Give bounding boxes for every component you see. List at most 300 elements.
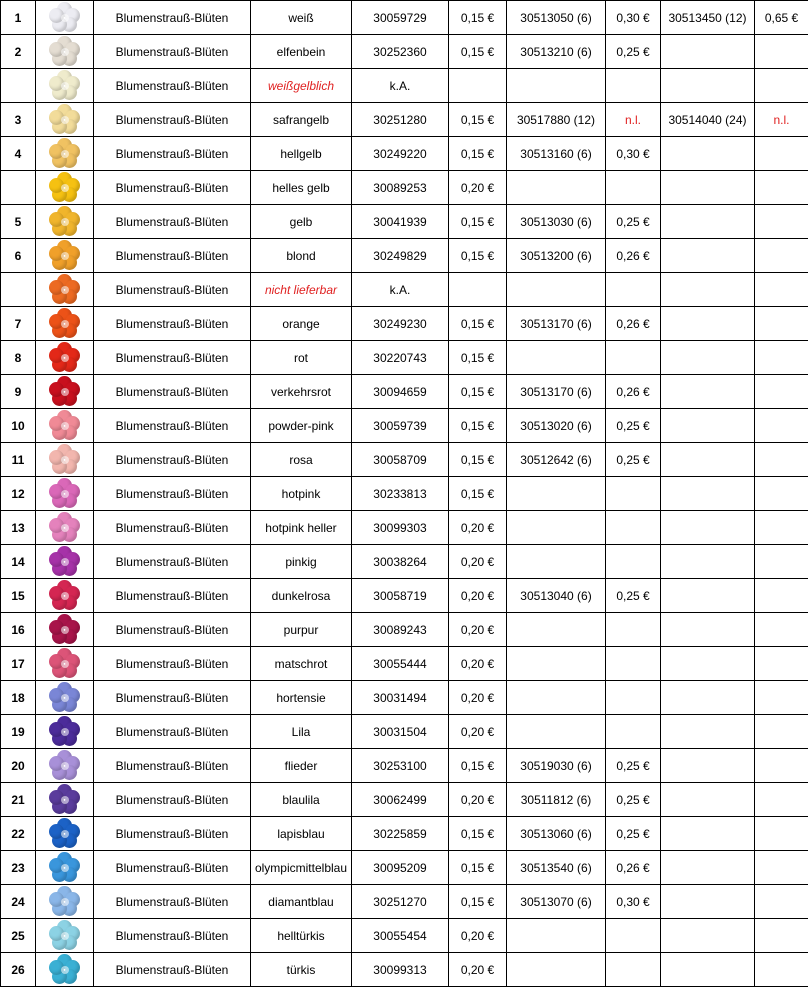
flower-icon [49, 274, 81, 306]
product-name: Blumenstrauß-Blüten [94, 137, 251, 171]
shade-name: helles gelb [251, 171, 352, 205]
product-name: Blumenstrauß-Blüten [94, 715, 251, 749]
large-pack-article-number [661, 511, 755, 545]
large-pack-article-number [661, 375, 755, 409]
shade-name: flieder [251, 749, 352, 783]
article-number: 30094659 [352, 375, 449, 409]
flower-icon [49, 36, 81, 68]
table-body [1, 1, 808, 987]
product-name: Blumenstrauß-Blüten [94, 851, 251, 885]
pack-price [606, 681, 661, 715]
flower-swatch [36, 409, 94, 443]
flower-icon [49, 478, 81, 510]
pack-price: 0,26 € [606, 375, 661, 409]
single-price: 0,20 € [449, 511, 507, 545]
single-price: 0,20 € [449, 579, 507, 613]
row-number [1, 273, 36, 307]
shade-name: weiß [251, 1, 352, 35]
large-pack-article-number [661, 239, 755, 273]
table-row [1, 1, 808, 35]
pack-price: 0,30 € [606, 885, 661, 919]
table-row [1, 681, 808, 715]
large-pack-price [755, 273, 808, 307]
flower-icon [49, 784, 81, 816]
flower-icon [49, 376, 81, 408]
pack-article-number: 30513160 (6) [507, 137, 606, 171]
pack-price: 0,26 € [606, 851, 661, 885]
flower-icon [49, 342, 81, 374]
article-number: 30038264 [352, 545, 449, 579]
large-pack-article-number: 30514040 (24) [661, 103, 755, 137]
large-pack-article-number [661, 817, 755, 851]
shade-name: türkis [251, 953, 352, 987]
shade-name: hortensie [251, 681, 352, 715]
flower-icon [49, 818, 81, 850]
large-pack-price [755, 171, 808, 205]
single-price: 0,15 € [449, 375, 507, 409]
table-row [1, 103, 808, 137]
table-row [1, 307, 808, 341]
single-price: 0,15 € [449, 137, 507, 171]
pack-article-number: 30511812 (6) [507, 783, 606, 817]
large-pack-price [755, 35, 808, 69]
flower-icon [49, 682, 81, 714]
single-price: 0,20 € [449, 647, 507, 681]
flower-icon [49, 444, 81, 476]
product-name: Blumenstrauß-Blüten [94, 341, 251, 375]
large-pack-price [755, 715, 808, 749]
flower-swatch [36, 579, 94, 613]
shade-name: blaulila [251, 783, 352, 817]
pack-article-number [507, 69, 606, 103]
pack-article-number: 30513070 (6) [507, 885, 606, 919]
row-number: 20 [1, 749, 36, 783]
shade-name: olympicmittelblau [251, 851, 352, 885]
large-pack-price [755, 647, 808, 681]
article-number: 30249829 [352, 239, 449, 273]
row-number: 25 [1, 919, 36, 953]
large-pack-price [755, 953, 808, 987]
pack-price: 0,25 € [606, 749, 661, 783]
article-number: 30252360 [352, 35, 449, 69]
table-row [1, 715, 808, 749]
row-number: 9 [1, 375, 36, 409]
pack-price: 0,25 € [606, 35, 661, 69]
table-row [1, 375, 808, 409]
pack-price: 0,25 € [606, 409, 661, 443]
table-row [1, 443, 808, 477]
row-number: 16 [1, 613, 36, 647]
article-number: 30220743 [352, 341, 449, 375]
shade-name: nicht lieferbar [251, 273, 352, 307]
large-pack-article-number [661, 783, 755, 817]
flower-swatch [36, 239, 94, 273]
large-pack-price [755, 783, 808, 817]
pack-article-number [507, 511, 606, 545]
shade-name: hotpink [251, 477, 352, 511]
table-row [1, 69, 808, 103]
table-row [1, 579, 808, 613]
pack-article-number [507, 919, 606, 953]
row-number: 2 [1, 35, 36, 69]
large-pack-price: n.l. [755, 103, 808, 137]
flower-swatch [36, 851, 94, 885]
article-number: 30058709 [352, 443, 449, 477]
table-row [1, 545, 808, 579]
pack-price: 0,26 € [606, 239, 661, 273]
large-pack-article-number [661, 647, 755, 681]
pack-price: 0,25 € [606, 443, 661, 477]
large-pack-price [755, 205, 808, 239]
row-number: 3 [1, 103, 36, 137]
product-name: Blumenstrauß-Blüten [94, 953, 251, 987]
flower-icon [49, 206, 81, 238]
row-number: 5 [1, 205, 36, 239]
pack-article-number [507, 953, 606, 987]
row-number: 23 [1, 851, 36, 885]
pack-price [606, 953, 661, 987]
pack-article-number: 30513020 (6) [507, 409, 606, 443]
flower-swatch [36, 749, 94, 783]
row-number: 8 [1, 341, 36, 375]
large-pack-article-number [661, 307, 755, 341]
pack-article-number: 30513170 (6) [507, 307, 606, 341]
large-pack-article-number [661, 681, 755, 715]
large-pack-article-number [661, 69, 755, 103]
product-name: Blumenstrauß-Blüten [94, 171, 251, 205]
article-number: 30058719 [352, 579, 449, 613]
pack-price: 0,25 € [606, 783, 661, 817]
single-price: 0,15 € [449, 851, 507, 885]
large-pack-price [755, 545, 808, 579]
large-pack-article-number [661, 919, 755, 953]
article-number: 30055454 [352, 919, 449, 953]
pack-price [606, 477, 661, 511]
product-name: Blumenstrauß-Blüten [94, 579, 251, 613]
flower-swatch [36, 477, 94, 511]
flower-swatch [36, 273, 94, 307]
article-number: 30251280 [352, 103, 449, 137]
product-name: Blumenstrauß-Blüten [94, 443, 251, 477]
row-number: 13 [1, 511, 36, 545]
shade-name: weißgelblich [251, 69, 352, 103]
large-pack-price [755, 239, 808, 273]
flower-icon [49, 512, 81, 544]
single-price: 0,20 € [449, 545, 507, 579]
single-price: 0,15 € [449, 307, 507, 341]
article-number: 30059729 [352, 1, 449, 35]
product-name: Blumenstrauß-Blüten [94, 205, 251, 239]
single-price [449, 69, 507, 103]
article-number: 30225859 [352, 817, 449, 851]
row-number [1, 69, 36, 103]
flower-swatch [36, 511, 94, 545]
flower-icon [49, 546, 81, 578]
pack-article-number: 30513040 (6) [507, 579, 606, 613]
table-row [1, 137, 808, 171]
single-price: 0,20 € [449, 171, 507, 205]
large-pack-article-number [661, 273, 755, 307]
shade-name: verkehrsrot [251, 375, 352, 409]
shade-name: Lila [251, 715, 352, 749]
flower-swatch [36, 647, 94, 681]
large-pack-price [755, 69, 808, 103]
table-row [1, 477, 808, 511]
table-row [1, 511, 808, 545]
flower-swatch [36, 817, 94, 851]
flower-icon [49, 410, 81, 442]
product-name: Blumenstrauß-Blüten [94, 375, 251, 409]
shade-name: hotpink heller [251, 511, 352, 545]
table-row [1, 171, 808, 205]
article-number: k.A. [352, 273, 449, 307]
flower-icon [49, 954, 81, 986]
shade-name: lapisblau [251, 817, 352, 851]
flower-swatch [36, 137, 94, 171]
table-row [1, 341, 808, 375]
pack-price [606, 647, 661, 681]
flower-swatch [36, 953, 94, 987]
product-name: Blumenstrauß-Blüten [94, 409, 251, 443]
table-row [1, 783, 808, 817]
row-number: 18 [1, 681, 36, 715]
product-name: Blumenstrauß-Blüten [94, 35, 251, 69]
article-number: 30233813 [352, 477, 449, 511]
pack-article-number: 30513170 (6) [507, 375, 606, 409]
flower-swatch [36, 443, 94, 477]
pack-article-number [507, 341, 606, 375]
shade-name: safrangelb [251, 103, 352, 137]
large-pack-article-number [661, 205, 755, 239]
pack-article-number: 30513060 (6) [507, 817, 606, 851]
pack-price [606, 511, 661, 545]
row-number: 6 [1, 239, 36, 273]
article-number: 30089253 [352, 171, 449, 205]
flower-icon [49, 750, 81, 782]
flower-swatch [36, 69, 94, 103]
large-pack-price [755, 749, 808, 783]
product-name: Blumenstrauß-Blüten [94, 613, 251, 647]
flower-swatch [36, 545, 94, 579]
article-number: 30099313 [352, 953, 449, 987]
pack-price [606, 341, 661, 375]
large-pack-article-number: 30513450 (12) [661, 1, 755, 35]
article-number: 30099303 [352, 511, 449, 545]
large-pack-article-number [661, 749, 755, 783]
pack-price [606, 545, 661, 579]
shade-name: pinkig [251, 545, 352, 579]
row-number: 14 [1, 545, 36, 579]
product-name: Blumenstrauß-Blüten [94, 919, 251, 953]
shade-name: elfenbein [251, 35, 352, 69]
flower-swatch [36, 375, 94, 409]
large-pack-price [755, 409, 808, 443]
shade-name: rot [251, 341, 352, 375]
pack-price [606, 613, 661, 647]
article-number: 30055444 [352, 647, 449, 681]
flower-swatch [36, 103, 94, 137]
pack-article-number [507, 545, 606, 579]
large-pack-article-number [661, 715, 755, 749]
large-pack-price [755, 817, 808, 851]
single-price: 0,15 € [449, 1, 507, 35]
shade-name: orange [251, 307, 352, 341]
pack-price [606, 919, 661, 953]
table-row [1, 851, 808, 885]
single-price: 0,20 € [449, 919, 507, 953]
large-pack-price [755, 579, 808, 613]
large-pack-price [755, 307, 808, 341]
single-price: 0,20 € [449, 953, 507, 987]
product-name: Blumenstrauß-Blüten [94, 307, 251, 341]
pack-article-number [507, 681, 606, 715]
pack-article-number [507, 647, 606, 681]
large-pack-price [755, 137, 808, 171]
flower-icon [49, 716, 81, 748]
flower-icon [49, 852, 81, 884]
pack-price: 0,25 € [606, 579, 661, 613]
flower-swatch [36, 715, 94, 749]
large-pack-article-number [661, 885, 755, 919]
article-number: 30253100 [352, 749, 449, 783]
flower-icon [49, 104, 81, 136]
table-row [1, 647, 808, 681]
article-number: 30041939 [352, 205, 449, 239]
shade-name: helltürkis [251, 919, 352, 953]
pack-price: 0,30 € [606, 137, 661, 171]
table-row [1, 35, 808, 69]
flower-icon [49, 2, 81, 34]
table-row [1, 273, 808, 307]
pack-article-number: 30512642 (6) [507, 443, 606, 477]
product-name: Blumenstrauß-Blüten [94, 477, 251, 511]
table-row [1, 817, 808, 851]
single-price: 0,15 € [449, 817, 507, 851]
flower-swatch [36, 307, 94, 341]
large-pack-article-number [661, 545, 755, 579]
large-pack-price [755, 375, 808, 409]
pack-price: 0,25 € [606, 817, 661, 851]
pack-article-number: 30513050 (6) [507, 1, 606, 35]
row-number: 24 [1, 885, 36, 919]
article-number: k.A. [352, 69, 449, 103]
pack-price [606, 715, 661, 749]
flower-icon [49, 920, 81, 952]
flower-icon [49, 70, 81, 102]
product-name: Blumenstrauß-Blüten [94, 511, 251, 545]
flower-swatch [36, 681, 94, 715]
flower-swatch [36, 341, 94, 375]
large-pack-price [755, 885, 808, 919]
single-price: 0,15 € [449, 409, 507, 443]
product-name: Blumenstrauß-Blüten [94, 749, 251, 783]
pack-article-number [507, 715, 606, 749]
flower-swatch [36, 1, 94, 35]
shade-name: blond [251, 239, 352, 273]
flower-icon [49, 580, 81, 612]
large-pack-article-number [661, 443, 755, 477]
article-number: 30251270 [352, 885, 449, 919]
row-number: 11 [1, 443, 36, 477]
pack-price [606, 69, 661, 103]
table-row [1, 885, 808, 919]
shade-name: powder-pink [251, 409, 352, 443]
product-name: Blumenstrauß-Blüten [94, 885, 251, 919]
single-price: 0,15 € [449, 205, 507, 239]
table-row [1, 239, 808, 273]
product-name: Blumenstrauß-Blüten [94, 239, 251, 273]
pack-price: n.l. [606, 103, 661, 137]
large-pack-article-number [661, 171, 755, 205]
article-number: 30031504 [352, 715, 449, 749]
single-price: 0,20 € [449, 715, 507, 749]
flower-icon [49, 172, 81, 204]
large-pack-price [755, 919, 808, 953]
pack-price [606, 273, 661, 307]
large-pack-article-number [661, 35, 755, 69]
pack-article-number: 30513210 (6) [507, 35, 606, 69]
shade-name: purpur [251, 613, 352, 647]
flower-swatch [36, 171, 94, 205]
product-name: Blumenstrauß-Blüten [94, 681, 251, 715]
large-pack-price [755, 443, 808, 477]
single-price: 0,15 € [449, 749, 507, 783]
shade-name: gelb [251, 205, 352, 239]
flower-swatch [36, 35, 94, 69]
product-name: Blumenstrauß-Blüten [94, 545, 251, 579]
row-number: 12 [1, 477, 36, 511]
pack-article-number: 30513030 (6) [507, 205, 606, 239]
flower-swatch [36, 919, 94, 953]
table-row [1, 205, 808, 239]
flower-swatch [36, 885, 94, 919]
table-row [1, 953, 808, 987]
large-pack-article-number [661, 409, 755, 443]
article-number: 30031494 [352, 681, 449, 715]
row-number: 22 [1, 817, 36, 851]
large-pack-price [755, 477, 808, 511]
article-number: 30059739 [352, 409, 449, 443]
product-name: Blumenstrauß-Blüten [94, 69, 251, 103]
single-price [449, 273, 507, 307]
flower-icon [49, 614, 81, 646]
large-pack-price [755, 341, 808, 375]
product-name: Blumenstrauß-Blüten [94, 103, 251, 137]
large-pack-article-number [661, 341, 755, 375]
pack-article-number [507, 273, 606, 307]
article-number: 30095209 [352, 851, 449, 885]
single-price: 0,15 € [449, 239, 507, 273]
article-number: 30249220 [352, 137, 449, 171]
flower-icon [49, 240, 81, 272]
large-pack-article-number [661, 579, 755, 613]
large-pack-price: 0,65 € [755, 1, 808, 35]
table-row [1, 613, 808, 647]
table-row [1, 749, 808, 783]
product-name: Blumenstrauß-Blüten [94, 647, 251, 681]
pack-article-number: 30513540 (6) [507, 851, 606, 885]
flower-swatch [36, 613, 94, 647]
product-name: Blumenstrauß-Blüten [94, 273, 251, 307]
large-pack-article-number [661, 953, 755, 987]
single-price: 0,15 € [449, 341, 507, 375]
single-price: 0,20 € [449, 613, 507, 647]
shade-name: rosa [251, 443, 352, 477]
product-name: Blumenstrauß-Blüten [94, 1, 251, 35]
large-pack-price [755, 613, 808, 647]
large-pack-article-number [661, 477, 755, 511]
shade-name: dunkelrosa [251, 579, 352, 613]
